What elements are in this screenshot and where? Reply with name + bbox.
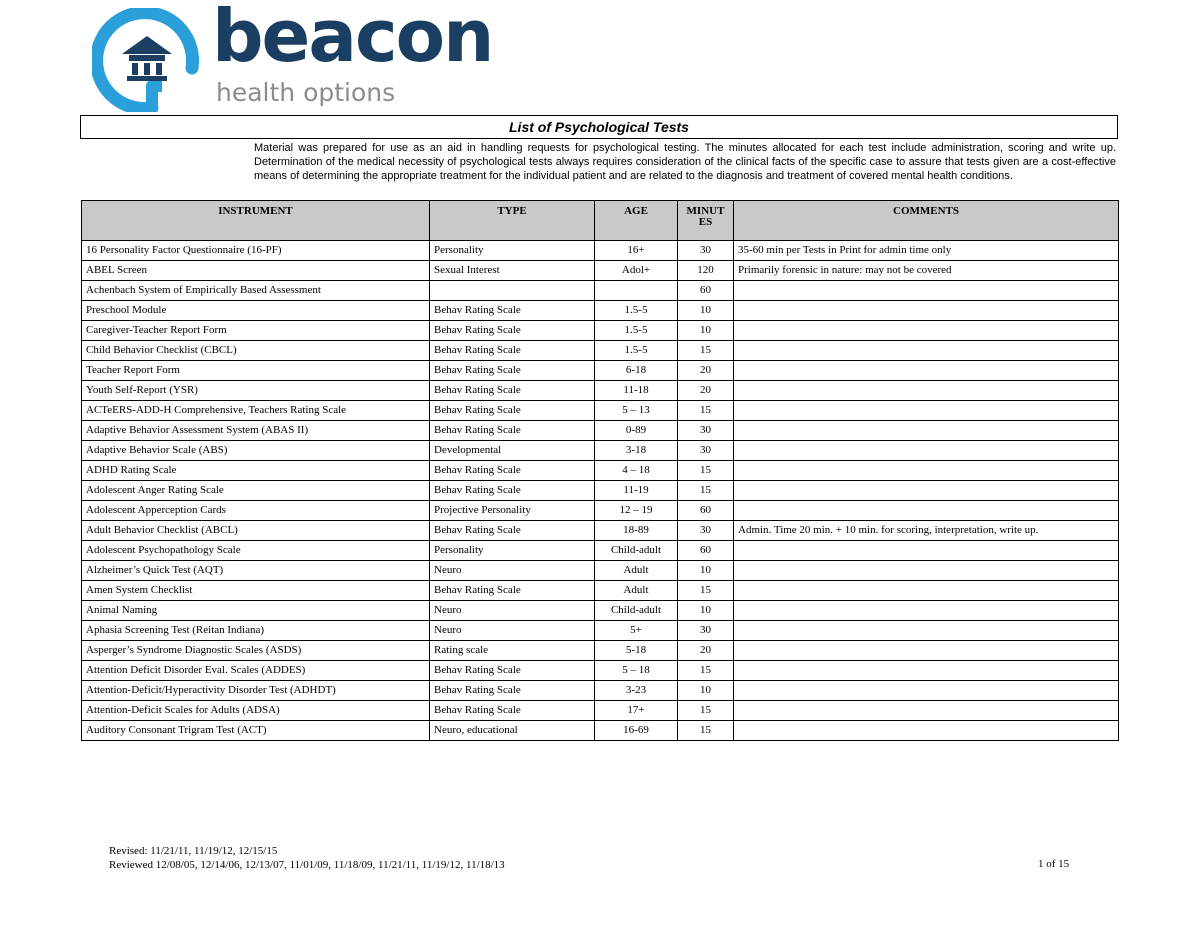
instrument-cell: Child Behavior Checklist (CBCL): [82, 341, 430, 361]
table-row: [82, 641, 1119, 661]
minutes-cell: 15: [678, 461, 734, 481]
header-minutes: MINUT ES: [678, 201, 734, 241]
table-row: [82, 721, 1119, 741]
type-cell: Behav Rating Scale: [430, 341, 595, 361]
minutes-cell: 120: [678, 261, 734, 281]
comments-cell: [734, 361, 1119, 381]
minutes-cell: 60: [678, 281, 734, 301]
brand-name: beacon: [212, 0, 493, 78]
table-row: [82, 241, 1119, 261]
age-cell: 1.5-5: [595, 301, 678, 321]
type-cell: Behav Rating Scale: [430, 581, 595, 601]
reviewed-dates: Reviewed 12/08/05, 12/14/06, 12/13/07, 11/01/09, 11/18/09, 11/21/11, 11/19/12, 11/18/13: [109, 859, 505, 871]
instrument-cell: Teacher Report Form: [82, 361, 430, 381]
table-row: [82, 381, 1119, 401]
comments-cell: [734, 301, 1119, 321]
minutes-cell: 20: [678, 381, 734, 401]
type-cell: Behav Rating Scale: [430, 701, 595, 721]
document-title: List of Psychological Tests: [80, 115, 1118, 139]
minutes-cell: 30: [678, 521, 734, 541]
comments-cell: [734, 581, 1119, 601]
table-row: [82, 461, 1119, 481]
table-row: [82, 501, 1119, 521]
type-cell: Rating scale: [430, 641, 595, 661]
instrument-cell: Alzheimer’s Quick Test (AQT): [82, 561, 430, 581]
age-cell: 4 – 18: [595, 461, 678, 481]
table-row: [82, 301, 1119, 321]
instrument-cell: Adolescent Apperception Cards: [82, 501, 430, 521]
age-cell: 3-23: [595, 681, 678, 701]
intro-paragraph: Material was prepared for use as an aid in handling requests for psychological testing. The minutes allocated for each test include administration, scoring and write up. Determination of the medical necessity of psychological tests always requires consideration of the clinical facts of the specific case to assure that tests given are a cost-effective means of determining the appropriate treatment for the individual patient and are related to the diagnosis and treatment of covered mental health conditions.: [254, 142, 1116, 182]
comments-cell: [734, 421, 1119, 441]
table-row: [82, 421, 1119, 441]
age-cell: 0-89: [595, 421, 678, 441]
page-number: 1 of 15: [1038, 858, 1070, 870]
table-row: [82, 541, 1119, 561]
minutes-cell: 15: [678, 701, 734, 721]
type-cell: Personality: [430, 541, 595, 561]
instrument-cell: Adult Behavior Checklist (ABCL): [82, 521, 430, 541]
beacon-house-icon: [92, 8, 202, 112]
type-cell: Neuro: [430, 561, 595, 581]
instrument-cell: Auditory Consonant Trigram Test (ACT): [82, 721, 430, 741]
minutes-cell: 10: [678, 561, 734, 581]
comments-cell: [734, 541, 1119, 561]
instrument-cell: Adaptive Behavior Scale (ABS): [82, 441, 430, 461]
type-cell: Sexual Interest: [430, 261, 595, 281]
type-cell: Behav Rating Scale: [430, 401, 595, 421]
type-cell: Behav Rating Scale: [430, 481, 595, 501]
minutes-cell: 15: [678, 401, 734, 421]
comments-cell: [734, 401, 1119, 421]
header-instrument: INSTRUMENT: [82, 201, 430, 241]
header-type: TYPE: [430, 201, 595, 241]
table-row: [82, 701, 1119, 721]
header-age: AGE: [595, 201, 678, 241]
age-cell: [595, 281, 678, 301]
age-cell: Adult: [595, 581, 678, 601]
table-row: [82, 481, 1119, 501]
table-row: [82, 441, 1119, 461]
instrument-cell: Amen System Checklist: [82, 581, 430, 601]
type-cell: Neuro: [430, 601, 595, 621]
minutes-cell: 15: [678, 661, 734, 681]
type-cell: Developmental: [430, 441, 595, 461]
table-row: [82, 361, 1119, 381]
instrument-cell: Aphasia Screening Test (Reitan Indiana): [82, 621, 430, 641]
age-cell: Child-adult: [595, 541, 678, 561]
comments-cell: [734, 561, 1119, 581]
minutes-cell: 30: [678, 421, 734, 441]
instrument-cell: ADHD Rating Scale: [82, 461, 430, 481]
instrument-cell: ABEL Screen: [82, 261, 430, 281]
table-row: [82, 681, 1119, 701]
age-cell: 1.5-5: [595, 321, 678, 341]
age-cell: 3-18: [595, 441, 678, 461]
instrument-cell: Attention Deficit Disorder Eval. Scales (ADDES): [82, 661, 430, 681]
age-cell: 1.5-5: [595, 341, 678, 361]
type-cell: Behav Rating Scale: [430, 321, 595, 341]
minutes-cell: 30: [678, 441, 734, 461]
minutes-cell: 15: [678, 481, 734, 501]
instrument-cell: Adolescent Psychopathology Scale: [82, 541, 430, 561]
instrument-cell: ACTeERS-ADD-H Comprehensive, Teachers Rating Scale: [82, 401, 430, 421]
comments-cell: Admin. Time 20 min. + 10 min. for scoring, interpretation, write up.: [734, 521, 1119, 541]
table-row: [82, 601, 1119, 621]
comments-cell: [734, 381, 1119, 401]
revised-dates: Revised: 11/21/11, 11/19/12, 12/15/15: [109, 845, 278, 857]
age-cell: 11-19: [595, 481, 678, 501]
age-cell: 17+: [595, 701, 678, 721]
age-cell: 12 – 19: [595, 501, 678, 521]
minutes-cell: 10: [678, 681, 734, 701]
minutes-cell: 15: [678, 581, 734, 601]
instrument-cell: 16 Personality Factor Questionnaire (16-PF): [82, 241, 430, 261]
comments-cell: [734, 281, 1119, 301]
table-row: [82, 321, 1119, 341]
instrument-cell: Preschool Module: [82, 301, 430, 321]
type-cell: Neuro, educational: [430, 721, 595, 741]
comments-cell: [734, 321, 1119, 341]
comments-cell: [734, 341, 1119, 361]
table-row: [82, 561, 1119, 581]
comments-cell: [734, 661, 1119, 681]
age-cell: 5-18: [595, 641, 678, 661]
comments-cell: [734, 621, 1119, 641]
type-cell: Behav Rating Scale: [430, 661, 595, 681]
instrument-cell: Attention-Deficit Scales for Adults (ADSA): [82, 701, 430, 721]
instrument-cell: Attention-Deficit/Hyperactivity Disorder Test (ADHDT): [82, 681, 430, 701]
comments-cell: [734, 601, 1119, 621]
beacon-logo: [92, 0, 493, 112]
comments-cell: [734, 461, 1119, 481]
minutes-cell: 10: [678, 301, 734, 321]
table-header-row: [82, 201, 1119, 241]
table-row: [82, 401, 1119, 421]
table-row: [82, 621, 1119, 641]
comments-cell: [734, 681, 1119, 701]
type-cell: [430, 281, 595, 301]
table-row: [82, 261, 1119, 281]
age-cell: 16+: [595, 241, 678, 261]
type-cell: Projective Personality: [430, 501, 595, 521]
table-row: [82, 281, 1119, 301]
minutes-cell: 20: [678, 361, 734, 381]
minutes-cell: 60: [678, 541, 734, 561]
type-cell: Neuro: [430, 621, 595, 641]
age-cell: 5 – 13: [595, 401, 678, 421]
type-cell: Behav Rating Scale: [430, 301, 595, 321]
age-cell: Adol+: [595, 261, 678, 281]
age-cell: 5 – 18: [595, 661, 678, 681]
type-cell: Behav Rating Scale: [430, 681, 595, 701]
comments-cell: Primarily forensic in nature: may not be covered: [734, 261, 1119, 281]
revision-footer: [109, 844, 505, 872]
minutes-cell: 15: [678, 721, 734, 741]
age-cell: 6-18: [595, 361, 678, 381]
type-cell: Behav Rating Scale: [430, 361, 595, 381]
age-cell: 18-89: [595, 521, 678, 541]
type-cell: Behav Rating Scale: [430, 381, 595, 401]
type-cell: Behav Rating Scale: [430, 521, 595, 541]
minutes-cell: 20: [678, 641, 734, 661]
instrument-cell: Achenbach System of Empirically Based Assessment: [82, 281, 430, 301]
instrument-cell: Animal Naming: [82, 601, 430, 621]
comments-cell: [734, 441, 1119, 461]
table-row: [82, 341, 1119, 361]
instrument-cell: Asperger’s Syndrome Diagnostic Scales (ASDS): [82, 641, 430, 661]
instrument-cell: Adaptive Behavior Assessment System (ABAS II): [82, 421, 430, 441]
instrument-cell: Youth Self-Report (YSR): [82, 381, 430, 401]
table-row: [82, 581, 1119, 601]
age-cell: Adult: [595, 561, 678, 581]
table-row: [82, 521, 1119, 541]
type-cell: Behav Rating Scale: [430, 421, 595, 441]
comments-cell: [734, 701, 1119, 721]
tests-table: [81, 200, 1119, 741]
instrument-cell: Caregiver-Teacher Report Form: [82, 321, 430, 341]
comments-cell: [734, 641, 1119, 661]
brand-tagline: health options: [216, 78, 396, 107]
minutes-cell: 30: [678, 621, 734, 641]
comments-cell: [734, 501, 1119, 521]
minutes-cell: 60: [678, 501, 734, 521]
age-cell: Child-adult: [595, 601, 678, 621]
age-cell: 16-69: [595, 721, 678, 741]
minutes-cell: 30: [678, 241, 734, 261]
minutes-cell: 10: [678, 321, 734, 341]
instrument-cell: Adolescent Anger Rating Scale: [82, 481, 430, 501]
table-row: [82, 661, 1119, 681]
comments-cell: [734, 721, 1119, 741]
minutes-cell: 15: [678, 341, 734, 361]
header-comments: COMMENTS: [734, 201, 1119, 241]
type-cell: Personality: [430, 241, 595, 261]
type-cell: Behav Rating Scale: [430, 461, 595, 481]
comments-cell: 35-60 min per Tests in Print for admin time only: [734, 241, 1119, 261]
comments-cell: [734, 481, 1119, 501]
age-cell: 5+: [595, 621, 678, 641]
minutes-cell: 10: [678, 601, 734, 621]
age-cell: 11-18: [595, 381, 678, 401]
